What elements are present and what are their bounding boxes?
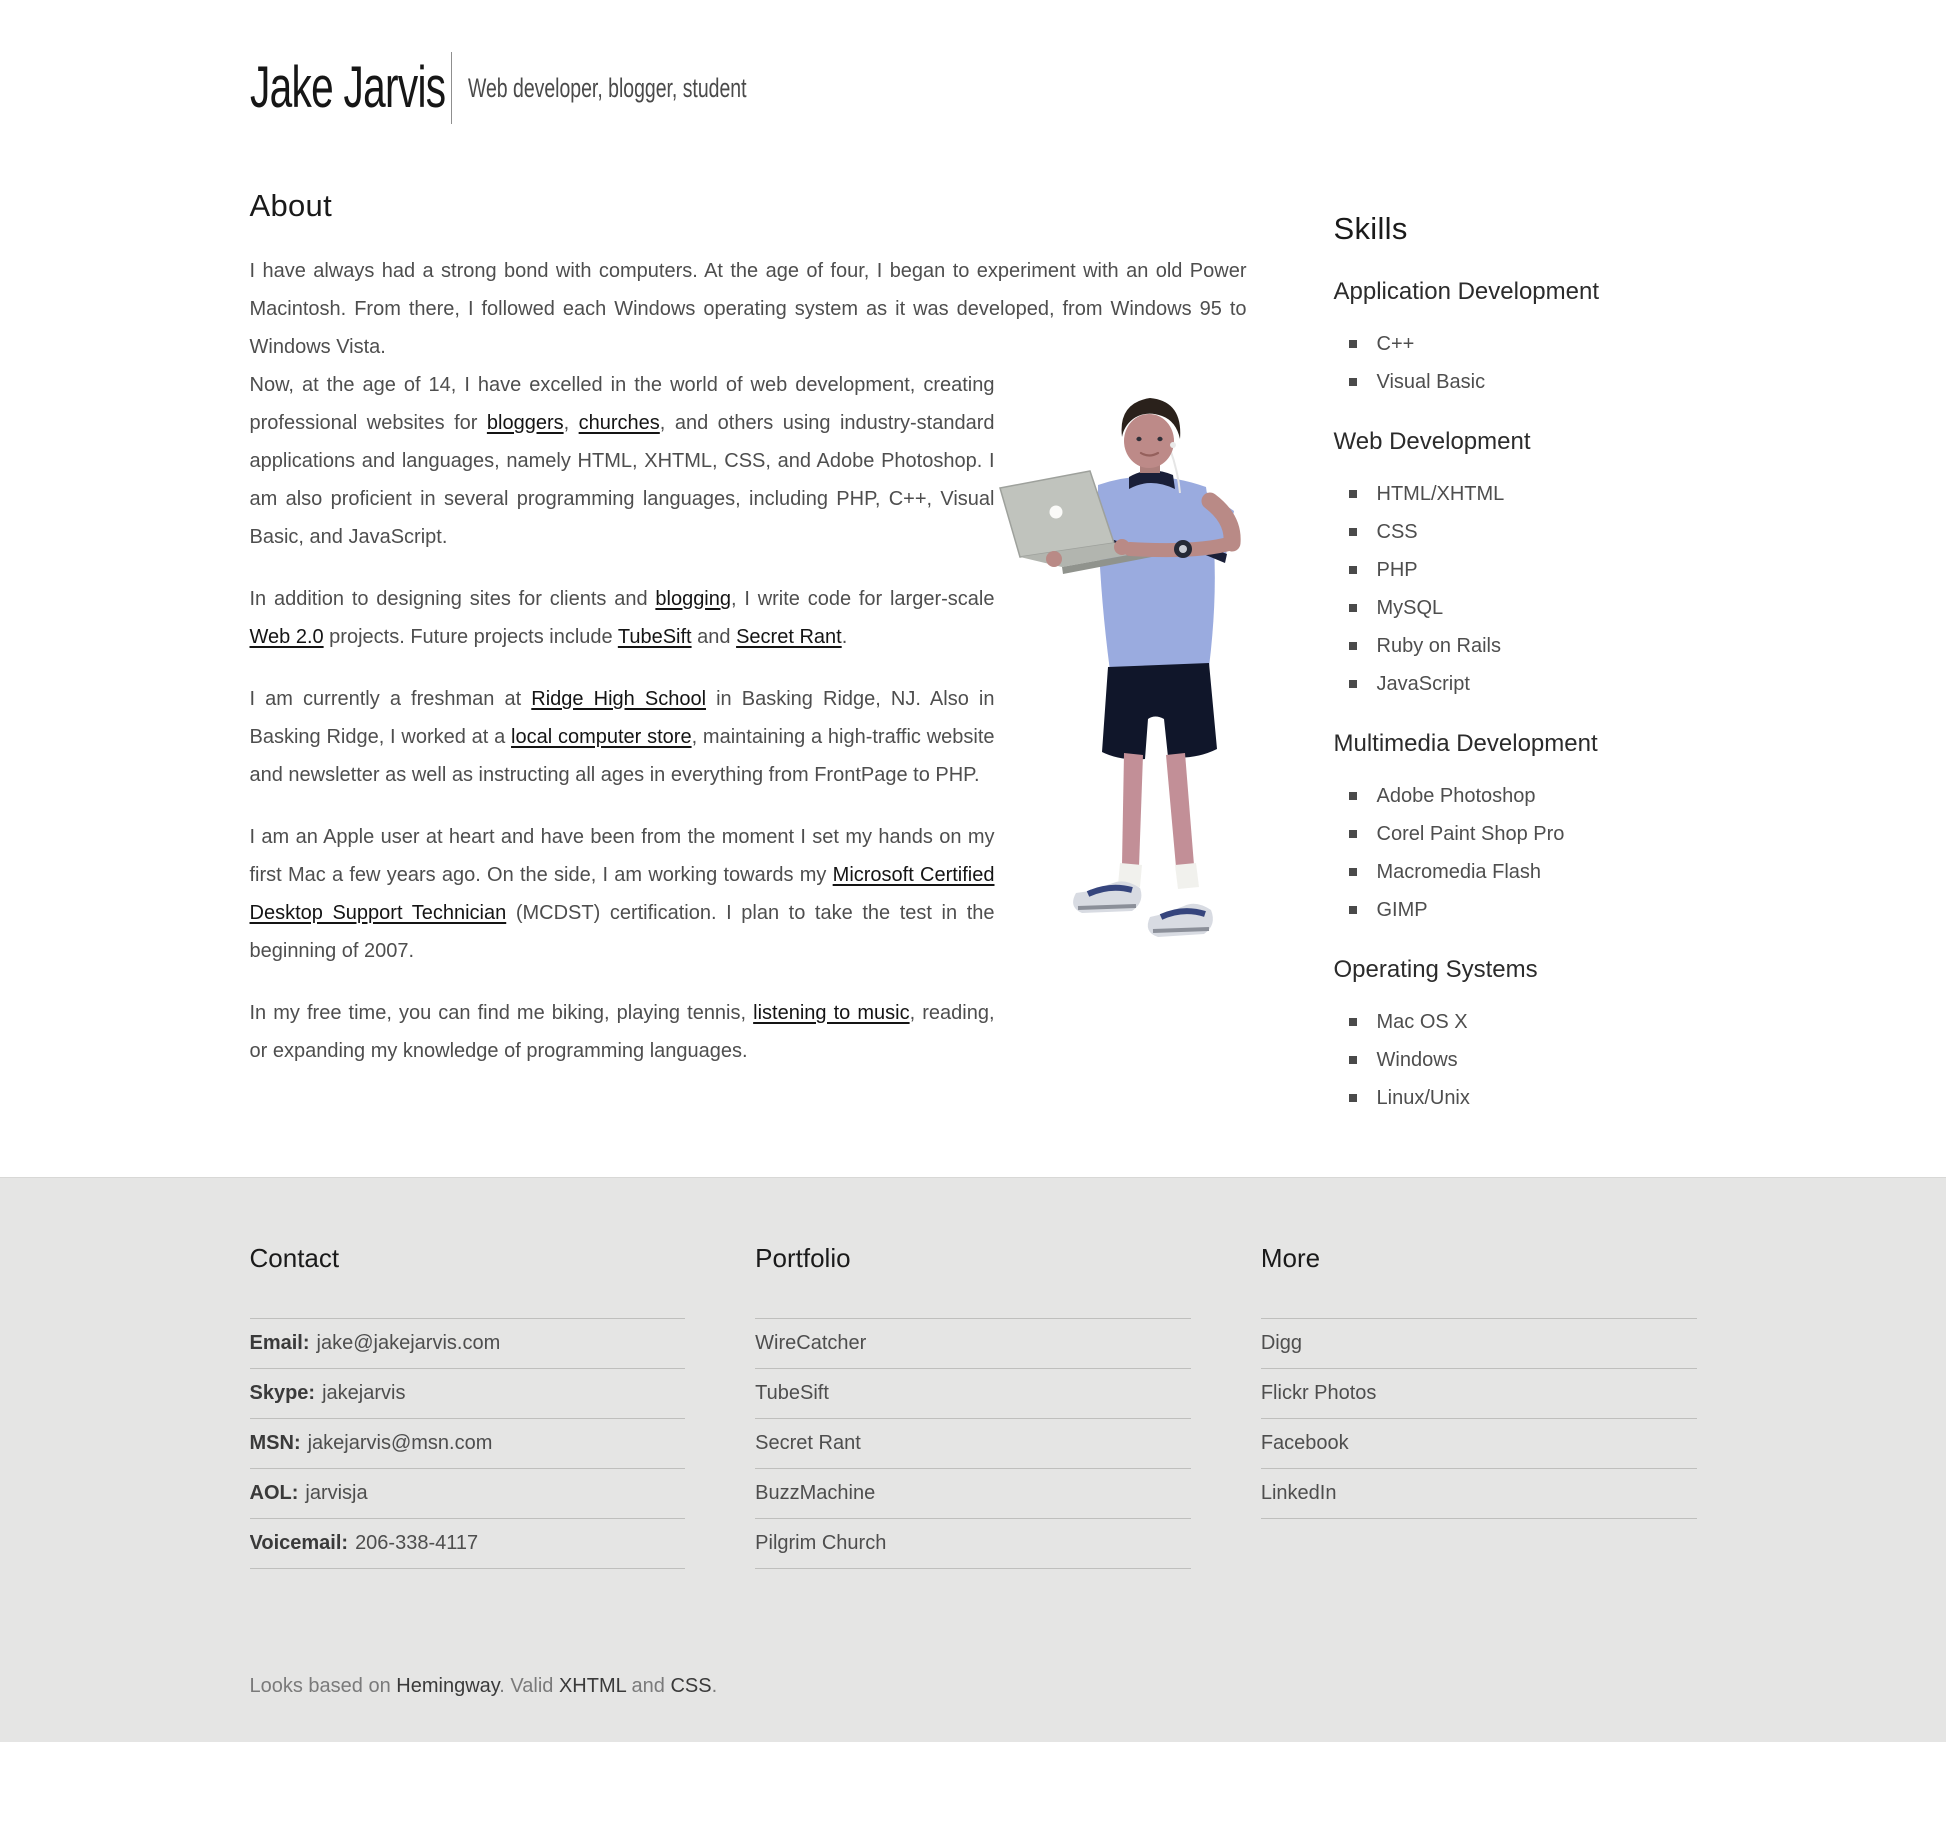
text-segment: in Basking Ridge, NJ. Also in Basking Ridge, I worked at a xyxy=(249,688,995,748)
skill-item xyxy=(1334,1079,1697,1117)
footer-column-contact xyxy=(250,1242,686,1569)
contact-value: jakejarvis xyxy=(322,1382,406,1404)
text-segment: , maintaining a high-traffic website and newsletter as well as instructing all ages in everything from FrontPage to PHP. xyxy=(249,726,995,786)
portfolio-item xyxy=(755,1418,1191,1468)
skill-group xyxy=(1334,729,1697,929)
skill-list xyxy=(1334,325,1697,401)
text-segment: I am currently a freshman at xyxy=(249,688,532,710)
skill-item-label: Corel Paint Shop Pro xyxy=(1376,823,1565,845)
skill-list xyxy=(1334,1003,1697,1117)
site-footer xyxy=(0,1177,1946,1742)
site-header xyxy=(250,0,1697,124)
portfolio-link[interactable]: Secret Rant xyxy=(755,1432,861,1454)
skill-list xyxy=(1334,475,1697,703)
portfolio-item xyxy=(755,1468,1191,1518)
skill-group-heading: Application Development xyxy=(1333,278,1599,305)
more-link[interactable]: LinkedIn xyxy=(1260,1482,1337,1504)
page-container xyxy=(250,0,1697,1117)
square-bullet-icon xyxy=(1349,378,1357,386)
skill-item-label: Ruby on Rails xyxy=(1376,635,1502,657)
skill-group xyxy=(1334,427,1697,703)
about-inline-link[interactable]: listening to music xyxy=(753,1002,910,1024)
portfolio-item xyxy=(755,1368,1191,1418)
footer-column-more xyxy=(1261,1242,1697,1569)
contact-label: MSN: xyxy=(249,1432,301,1454)
skill-item-label: C++ xyxy=(1376,333,1415,355)
text-segment: Looks based on xyxy=(249,1675,397,1697)
credit-link[interactable]: Hemingway xyxy=(396,1675,500,1697)
portfolio-link[interactable]: Pilgrim Church xyxy=(755,1532,887,1554)
skill-item xyxy=(1334,551,1697,589)
square-bullet-icon xyxy=(1349,1056,1357,1064)
skill-item-label: HTML/XHTML xyxy=(1376,483,1505,505)
about-section xyxy=(250,188,1247,1070)
skill-item-label: Windows xyxy=(1376,1049,1458,1071)
skill-item xyxy=(1334,627,1697,665)
more-link[interactable]: Facebook xyxy=(1260,1432,1349,1454)
skill-group-heading: Operating Systems xyxy=(1333,956,1538,983)
about-inline-link[interactable]: Ridge High School xyxy=(531,688,707,710)
more-link[interactable]: Digg xyxy=(1260,1332,1302,1354)
apple-logo-icon xyxy=(1049,506,1062,519)
skill-item-label: Macromedia Flash xyxy=(1376,861,1542,883)
skill-group-heading: Web Development xyxy=(1333,428,1531,455)
contact-label: AOL: xyxy=(249,1482,299,1504)
contact-label: Voicemail: xyxy=(249,1532,349,1554)
main-content xyxy=(250,188,1697,1117)
contact-value: 206-338-4117 xyxy=(355,1532,479,1554)
sock-right xyxy=(1175,863,1199,889)
skill-item xyxy=(1334,891,1697,929)
contact-label: Email: xyxy=(249,1332,310,1354)
eye-left xyxy=(1136,437,1141,441)
skill-item xyxy=(1334,777,1697,815)
sneaker-left-sole xyxy=(1078,906,1136,908)
contact-heading: Contact xyxy=(249,1243,340,1273)
skill-item-label: Mac OS X xyxy=(1376,1011,1468,1033)
skill-group xyxy=(1334,277,1697,401)
sneaker-right-sole xyxy=(1153,929,1209,931)
text-segment: In addition to designing sites for clients and xyxy=(249,588,656,610)
contact-item xyxy=(250,1368,686,1418)
text-segment: projects. Future projects include xyxy=(323,626,618,648)
text-segment: I have always had a strong bond with computers. At the age of four, I began to experiment with an old Power Macintosh. From there, I followed each Windows operating system as it was developed, from Windows 95 to Windows Vista. xyxy=(249,260,1247,358)
skill-group-heading: Multimedia Development xyxy=(1333,730,1598,757)
about-inline-link[interactable]: Secret Rant xyxy=(736,626,842,648)
skill-group xyxy=(1334,955,1697,1117)
skill-item-label: Visual Basic xyxy=(1376,371,1486,393)
text-segment: , I write code for larger-scale xyxy=(731,588,995,610)
skill-item xyxy=(1334,363,1697,401)
site-tagline: Web developer, blogger, student xyxy=(467,72,746,103)
contact-item xyxy=(250,1418,686,1468)
skills-sidebar xyxy=(1334,188,1697,1117)
leg-left xyxy=(1122,753,1143,867)
skill-groups xyxy=(1334,277,1697,1117)
about-inline-link[interactable]: TubeSift xyxy=(617,626,692,648)
skill-item-label: PHP xyxy=(1376,559,1418,581)
about-paragraph xyxy=(250,252,1247,366)
contact-value: jake@jakejarvis.com xyxy=(316,1332,501,1354)
hand-left xyxy=(1046,551,1062,567)
square-bullet-icon xyxy=(1349,340,1357,348)
site-title-text: Jake Jarvis xyxy=(249,55,445,121)
portfolio-link[interactable]: TubeSift xyxy=(755,1382,829,1404)
square-bullet-icon xyxy=(1349,830,1357,838)
square-bullet-icon xyxy=(1349,490,1357,498)
text-segment: and xyxy=(626,1675,671,1697)
skill-item-label: Adobe Photoshop xyxy=(1376,785,1536,807)
skill-list xyxy=(1334,777,1697,929)
about-inline-link[interactable]: local computer store xyxy=(511,726,692,748)
square-bullet-icon xyxy=(1349,868,1357,876)
square-bullet-icon xyxy=(1349,1094,1357,1102)
about-heading: About xyxy=(249,188,333,223)
earbud xyxy=(1170,442,1176,448)
portfolio-item xyxy=(755,1518,1191,1568)
more-item xyxy=(1261,1468,1697,1518)
more-item xyxy=(1261,1418,1697,1468)
watch-face xyxy=(1179,545,1187,553)
square-bullet-icon xyxy=(1349,566,1357,574)
skill-item xyxy=(1334,325,1697,363)
portfolio-link[interactable]: BuzzMachine xyxy=(755,1482,876,1504)
contact-value: jarvisja xyxy=(305,1482,368,1504)
text-segment: and xyxy=(691,626,737,648)
text-segment: , reading, or expanding my knowledge of programming languages. xyxy=(249,1002,995,1062)
header-divider xyxy=(451,52,452,124)
footer-column-portfolio xyxy=(755,1242,1191,1569)
text-segment: . xyxy=(841,626,848,648)
footer-columns xyxy=(250,1242,1697,1569)
footer-credit xyxy=(250,1675,1697,1698)
more-heading: More xyxy=(1260,1243,1321,1273)
skills-heading: Skills xyxy=(1333,211,1408,246)
skill-item-label: JavaScript xyxy=(1376,673,1470,695)
portfolio-heading: Portfolio xyxy=(755,1243,851,1273)
skill-item-label: MySQL xyxy=(1376,597,1444,619)
contact-value: jakejarvis@msn.com xyxy=(307,1432,493,1454)
text-segment: , xyxy=(563,412,579,434)
text-segment: (MCDST) certification. I plan to take the test in the beginning of 2007. xyxy=(249,902,995,962)
about-inline-link[interactable]: Web 2.0 xyxy=(249,626,324,648)
contact-item xyxy=(250,1468,686,1518)
text-segment: I am an Apple user at heart and have been from the moment I set my hands on my first Mac a few years ago. On the side, I am working towards my xyxy=(249,826,995,886)
site-title xyxy=(249,55,445,121)
skill-item xyxy=(1334,665,1697,703)
boy-with-laptop-photo xyxy=(998,397,1246,953)
skill-item xyxy=(1334,475,1697,513)
portfolio-item xyxy=(755,1318,1191,1368)
eye-right xyxy=(1157,437,1162,441)
square-bullet-icon xyxy=(1349,680,1357,688)
text-segment: In my free time, you can find me biking, playing tennis, xyxy=(249,1002,754,1024)
skill-item-label: GIMP xyxy=(1376,899,1428,921)
skill-item xyxy=(1334,1041,1697,1079)
more-list xyxy=(1261,1318,1697,1519)
about-inline-link[interactable]: bloggers xyxy=(486,412,564,434)
portfolio-list xyxy=(755,1318,1191,1569)
more-item xyxy=(1261,1318,1697,1368)
skill-item xyxy=(1334,589,1697,627)
contact-item xyxy=(250,1518,686,1568)
skill-item xyxy=(1334,1003,1697,1041)
portfolio-link[interactable]: WireCatcher xyxy=(755,1332,867,1354)
square-bullet-icon xyxy=(1349,642,1357,650)
skill-item xyxy=(1334,513,1697,551)
square-bullet-icon xyxy=(1349,604,1357,612)
about-inline-link[interactable]: churches xyxy=(578,412,660,434)
contact-list xyxy=(250,1318,686,1569)
text-segment: . Valid xyxy=(499,1675,559,1697)
leg-right xyxy=(1166,753,1194,867)
text-segment: . xyxy=(711,1675,718,1697)
hand-right xyxy=(1114,539,1130,555)
skill-item-label: Linux/Unix xyxy=(1376,1087,1470,1109)
contact-item xyxy=(250,1318,686,1368)
square-bullet-icon xyxy=(1349,906,1357,914)
square-bullet-icon xyxy=(1349,528,1357,536)
about-inline-link[interactable]: Microsoft Certified Desktop Support Technician xyxy=(249,864,995,924)
credit-link[interactable]: CSS xyxy=(670,1675,712,1697)
contact-label: Skype: xyxy=(249,1382,316,1404)
more-link[interactable]: Flickr Photos xyxy=(1260,1382,1377,1404)
square-bullet-icon xyxy=(1349,1018,1357,1026)
credit-link[interactable]: XHTML xyxy=(558,1675,626,1697)
more-item xyxy=(1261,1368,1697,1418)
shorts xyxy=(1102,663,1217,759)
skill-item xyxy=(1334,853,1697,891)
square-bullet-icon xyxy=(1349,792,1357,800)
text-segment: , and others using industry-standard applications and languages, namely HTML, XHTML, CSS, and Adobe Photoshop. I am also proficient in several programming languages, including PHP, C++, Visual Basic, and JavaScript. xyxy=(249,412,995,548)
text-segment: Now, at the age of 14, I have excelled in the world of web development, creating professional websites for xyxy=(249,374,995,434)
skill-item xyxy=(1334,815,1697,853)
about-intro xyxy=(250,252,1247,366)
face xyxy=(1124,414,1174,468)
skill-item-label: CSS xyxy=(1376,521,1418,543)
about-inline-link[interactable]: blogging xyxy=(655,588,731,610)
